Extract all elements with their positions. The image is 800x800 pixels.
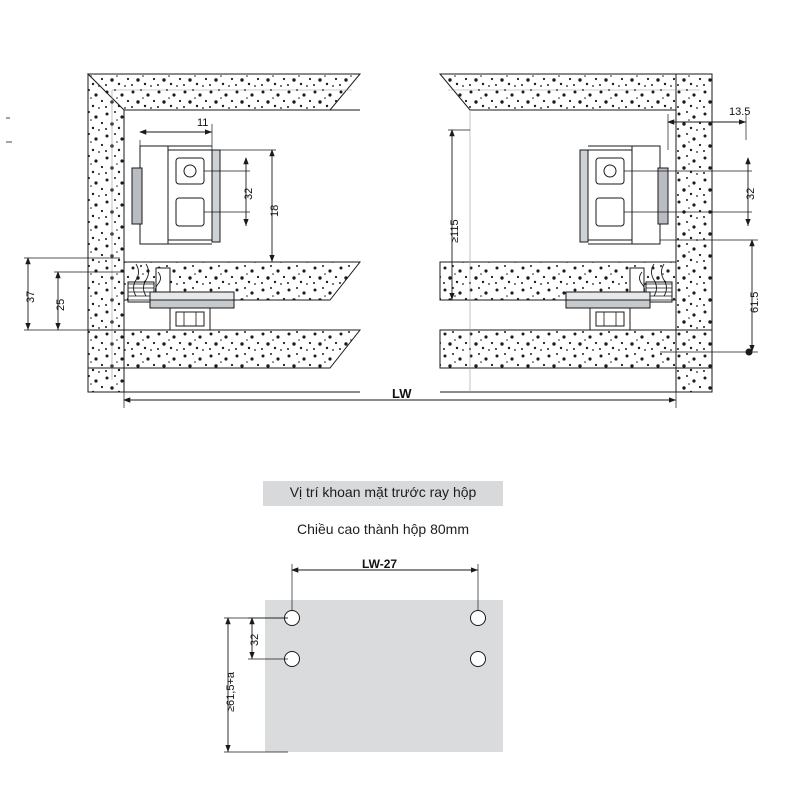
dim-right-min-115: ≥115 [449,219,461,243]
dim-right-61-5: 61.5 [749,291,761,313]
dim-right-13-5: 13.5 [729,106,751,118]
dim-left-32: 32 [243,187,255,200]
dim-bottom-32: 32 [249,633,261,646]
dim-right-32: 32 [745,187,757,200]
dim-bottom-edge: ≥61,5+a [225,672,237,712]
dim-left-37: 37 [25,290,37,303]
dim-overall-lw: LW [392,386,412,401]
bottom-drawing-svg [0,540,800,800]
dim-left-25: 25 [55,298,67,311]
dim-left-11: 11 [197,117,209,129]
caption-subtitle: Chiều cao thành hộp 80mm [297,521,469,537]
dim-left-18: 18 [269,204,281,217]
bottom-drilling-diagram [0,540,800,800]
dim-bottom-lw-27: LW-27 [362,557,398,571]
caption-title: Vị trí khoan mặt trước ray hộp [289,484,477,500]
